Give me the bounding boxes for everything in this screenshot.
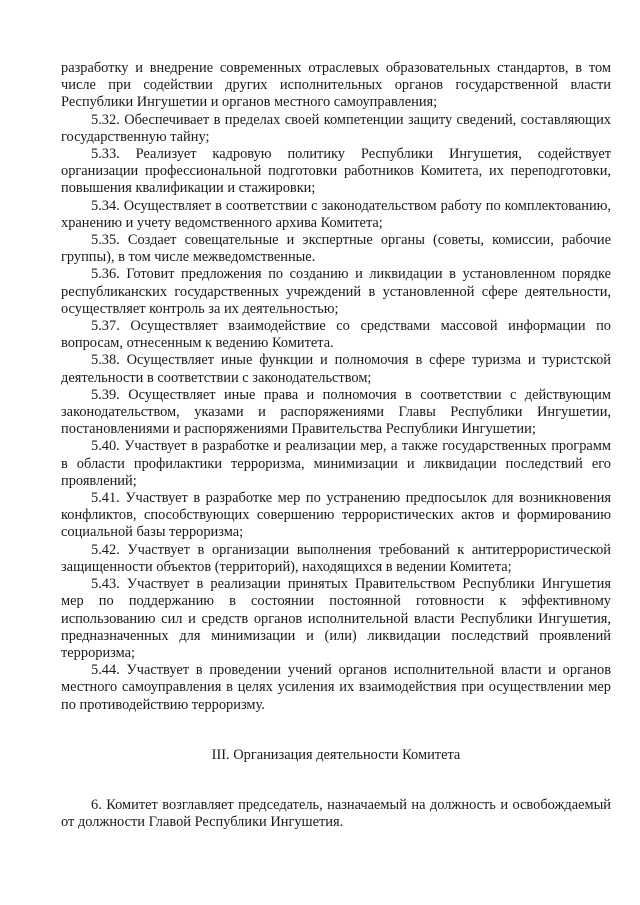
paragraph-continuation: разработку и внедрение современных отраслевых образовательных стандартов, в том числе при содействии других исполнительных органов государственной власти Республики Ингушетии и органов местного самоуправления; [61,60,611,111]
paragraph-5-35: 5.35. Создает совещательные и экспертные органы (советы, комиссии, рабочие группы), в том числе межведомственные. [61,232,611,266]
paragraph-5-40: 5.40. Участвует в разработке и реализации мер, а также государственных программ в области профилактики терроризма, минимизации и ликвидации последствий его проявлений; [61,438,611,489]
paragraph-5-33: 5.33. Реализует кадровую политику Республики Ингушетия, содействует организации профессиональной подготовки работников Комитета, их переподготовки, повышения квалификации и стажировки; [61,146,611,197]
paragraph-5-38: 5.38. Осуществляет иные функции и полномочия в сфере туризма и туристской деятельности в соответствии с законодательством; [61,352,611,386]
paragraph-5-39: 5.39. Осуществляет иные права и полномочия в соответствии с действующим законодательством, указами и распоряжениями Главы Республики Ингушетии, постановлениями и распоряжениями Правительства Республики Ингушетии; [61,386,611,438]
section-heading: III. Организация деятельности Комитета [211,746,461,763]
paragraph-6: 6. Комитет возглавляет председатель, назначаемый на должность и освобождаемый от должности Главой Республики Ингушетия. [61,796,611,831]
paragraph-5-42: 5.42. Участвует в организации выполнения требований к антитеррористической защищенности объектов (территорий), находящихся в ведении Комитета; [61,541,611,575]
paragraph-5-34: 5.34. Осуществляет в соответствии с законодательством работу по комплектованию, хранению и учету ведомственного архива Комитета; [61,197,611,231]
paragraph-5-36: 5.36. Готовит предложения по созданию и ликвидации в установленном порядке республиканских государственных учреждений в установленной сфере деятельности, осуществляет контроль за их деятельностью; [61,266,611,317]
paragraph-5-41: 5.41. Участвует в разработке мер по устранению предпосылок для возникновения конфликтов, способствующих совершению террористических актов и формированию социальной базы терроризма; [61,490,611,541]
paragraph-5-37: 5.37. Осуществляет взаимодействие со средствами массовой информации по вопросам, отнесенным к ведению Комитета. [61,318,611,352]
paragraph-5-43: 5.43. Участвует в реализации принятых Правительством Республики Ингушетия мер по поддержанию в состоянии постоянной готовности к эффективному использованию сил и средств органов исполнительной власти Республики Ингушетия, предназначенных для минимизации и (или) ликвидации последствий проявлений терроризма; [61,576,611,661]
paragraph-5-32: 5.32. Обеспечивает в пределах своей компетенции защиту сведений, составляющих государственную тайну; [61,111,611,145]
paragraph-5-44: 5.44. Участвует в проведении учений органов исполнительной власти и органов местного самоуправления в целях усиления их взаимодействия при осуществлении мер по противодействию терроризму. [61,662,611,713]
document-page [61,60,611,831]
